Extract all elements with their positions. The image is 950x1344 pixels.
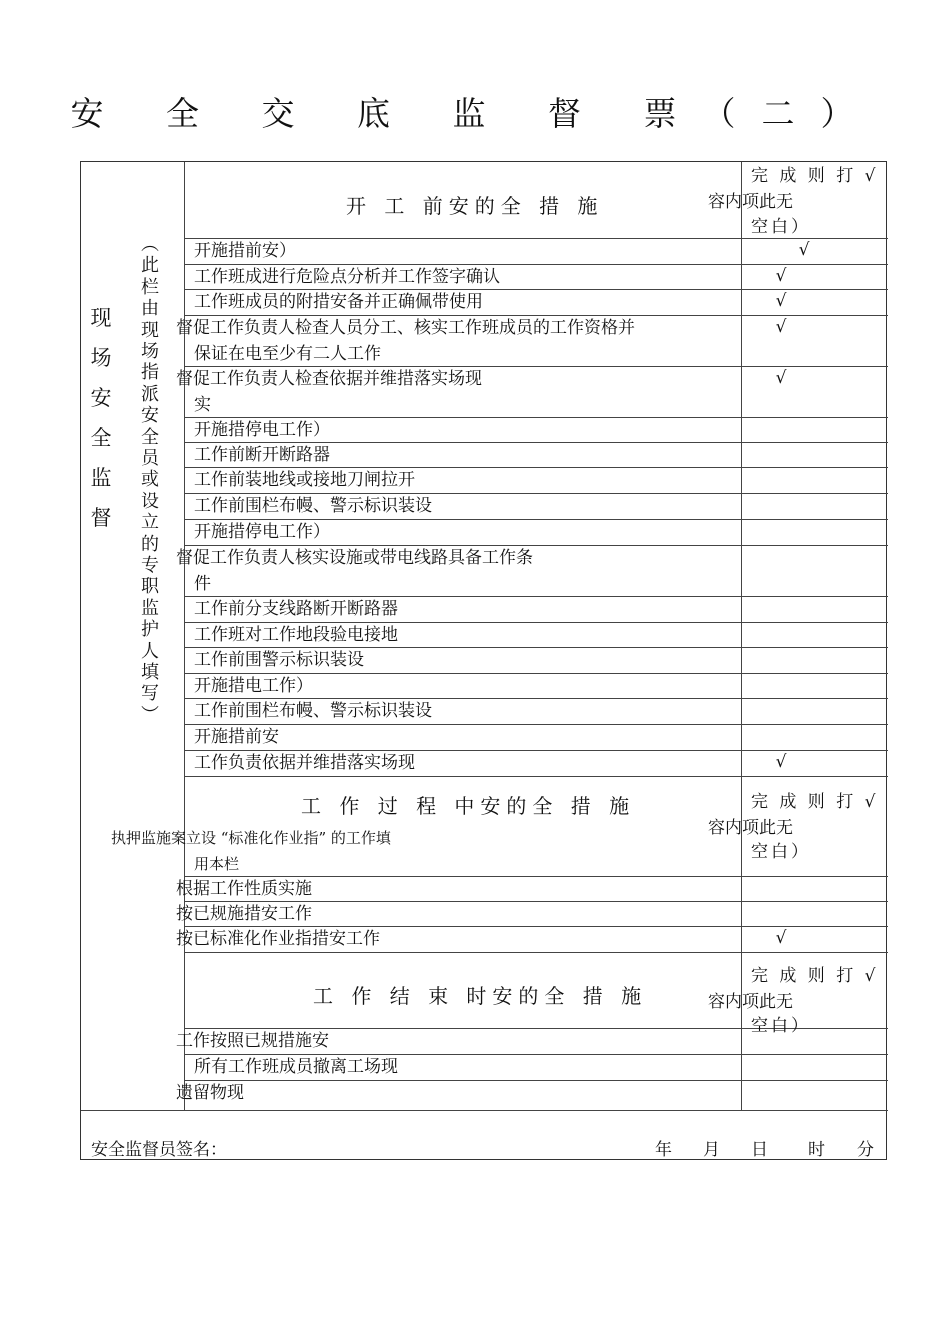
row-divider — [184, 673, 888, 674]
row-divider — [184, 545, 888, 546]
row-text: 工作前断开断路器 — [194, 445, 330, 465]
row-divider — [184, 1054, 888, 1055]
month-label: 月 — [703, 1140, 720, 1160]
check-mark: √ — [775, 368, 787, 388]
left-note-char: 填 — [141, 662, 159, 683]
row-divider — [184, 750, 888, 751]
divider — [81, 1110, 888, 1111]
left-heading-char: 场 — [90, 346, 112, 370]
row-divider — [184, 926, 888, 927]
row-text: 开施措停电工作） — [194, 420, 330, 440]
row-divider — [184, 952, 888, 953]
row-divider — [184, 1080, 888, 1081]
left-heading-char: 安 — [90, 386, 112, 410]
row-divider — [184, 289, 888, 290]
check-mark: √ — [798, 240, 810, 260]
signature-label: 安全监督员签名： — [91, 1140, 227, 1160]
row-text: 工作前装地线或接地刀闸拉开 — [194, 470, 415, 490]
check-mark: √ — [775, 317, 787, 337]
complete-header-line1: 完 成 则 打 √ — [751, 792, 879, 812]
row-text: 工作前围栏布幔、警示标识装设 — [194, 496, 432, 516]
row-divider — [184, 467, 888, 468]
row-divider — [184, 493, 888, 494]
row-text: 开施措前安 — [194, 727, 279, 747]
row-divider — [184, 366, 888, 367]
left-note-char: 职 — [141, 576, 159, 598]
divider — [184, 162, 185, 1110]
row-divider — [184, 264, 888, 265]
row-text: 遗留物现 — [176, 1083, 244, 1103]
row-text: 根据工作性质实施 — [176, 879, 312, 899]
row-divider — [184, 901, 888, 902]
left-note-char: 现 — [141, 319, 159, 341]
row-divider — [184, 315, 888, 316]
supervision-form — [80, 161, 887, 1160]
left-note-char: 的 — [141, 533, 159, 555]
day-label: 日 — [751, 1140, 768, 1160]
divider — [741, 162, 742, 1110]
left-heading-char: 监 — [90, 466, 112, 490]
row-text: 工作班成员的附措安备并正确佩带使用 — [194, 292, 483, 312]
row-text: 督促工作负责人检查依据并维措落实场现 — [176, 369, 482, 389]
left-note-char: 栏 — [141, 276, 159, 298]
row-text-cont: 件 — [194, 574, 211, 594]
row-divider — [184, 596, 888, 597]
row-divider — [184, 519, 888, 520]
left-note-char: 场 — [141, 341, 159, 362]
left-note-char: 此 — [141, 255, 159, 277]
row-divider — [184, 724, 888, 725]
row-divider — [184, 776, 888, 777]
left-note-char: 全 — [141, 426, 159, 448]
left-note-char: 设 — [141, 490, 159, 512]
hour-label: 时 — [808, 1140, 825, 1160]
section-after-title: 工 作 结 束 时安的全 措 施 — [313, 984, 648, 1008]
left-note-char: 护 — [141, 619, 159, 641]
row-text: 开施措停电工作） — [194, 522, 330, 542]
left-note-char: 由 — [141, 298, 159, 320]
during-note-line1: 执押监施案立设 “标准化作业指” 的工作填 — [111, 829, 391, 847]
minute-label: 分 — [857, 1140, 874, 1160]
left-note-char: 写 — [141, 683, 159, 705]
during-note-line2: 用本栏 — [194, 855, 240, 873]
row-divider — [184, 622, 888, 623]
left-note-char: 人 — [141, 640, 159, 662]
row-text: 工作班成进行危险点分析并工作签字确认 — [194, 267, 500, 287]
row-divider — [184, 417, 888, 418]
left-heading-char: 督 — [90, 506, 112, 530]
row-divider — [184, 698, 888, 699]
complete-header-line2: 容内项此无 — [708, 818, 793, 838]
left-note-char: 或 — [141, 469, 159, 491]
row-text: 工作班对工作地段验电接地 — [194, 625, 398, 645]
left-note-char: 指 — [141, 362, 159, 384]
row-text-cont: 实 — [194, 395, 211, 415]
row-text: 开施措电工作） — [194, 676, 313, 696]
left-note-char: 派 — [141, 383, 159, 405]
left-heading-char: 现 — [90, 306, 112, 330]
row-text: 开施措前安） — [194, 241, 296, 261]
complete-header-line3: 空白） — [751, 842, 811, 862]
complete-header-line1: 完 成 则 打 √ — [751, 166, 879, 186]
check-mark: √ — [775, 291, 787, 311]
row-text: 所有工作班成员撤离工场现 — [194, 1057, 398, 1077]
row-text: 工作前分支线路断开断路器 — [194, 599, 398, 619]
left-note-char: 专 — [141, 555, 159, 576]
row-text: 工作按照已规措施安 — [176, 1031, 329, 1051]
check-mark: √ — [775, 266, 787, 286]
complete-header-line2: 容内项此无 — [708, 992, 793, 1012]
complete-header-line1: 完 成 则 打 √ — [751, 966, 879, 986]
left-note-char: 监 — [141, 597, 159, 619]
left-heading-char: 全 — [90, 426, 112, 450]
row-text: 督促工作负责人核实设施或带电线路具备工作条 — [176, 548, 533, 568]
check-mark: √ — [775, 928, 787, 948]
check-mark: √ — [775, 752, 787, 772]
complete-header-line2: 容内项此无 — [708, 192, 793, 212]
row-text-cont: 保证在电至少有二人工作 — [194, 344, 381, 364]
row-text: 工作前围警示标识装设 — [194, 650, 364, 670]
row-text: 工作负责依据并维措落实场现 — [194, 753, 415, 773]
left-note-char: ︶ — [141, 704, 159, 726]
left-note-char: 安 — [141, 405, 159, 427]
left-note-char: ︵ — [141, 234, 159, 255]
section-before-title: 开 工 前安的全 措 施 — [346, 194, 604, 218]
complete-header-line3: 空白） — [751, 1016, 811, 1036]
row-divider — [184, 876, 888, 877]
left-note-char: 员 — [141, 448, 159, 469]
year-label: 年 — [655, 1140, 672, 1160]
section-during-title: 工 作 过 程 中安的全 措 施 — [301, 794, 636, 818]
left-note-char: 立 — [141, 512, 159, 534]
row-text: 督促工作负责人检查人员分工、核实工作班成员的工作资格并 — [176, 318, 635, 338]
row-text: 工作前围栏布幔、警示标识装设 — [194, 701, 432, 721]
complete-header-line3: 空白） — [751, 217, 811, 237]
row-divider — [184, 442, 888, 443]
row-divider — [184, 647, 888, 648]
row-text: 按已规施措安工作 — [176, 904, 312, 924]
row-text: 按已标准化作业指措安工作 — [176, 929, 380, 949]
page-title: 安 全 交 底 监 督 票（二） — [70, 94, 880, 133]
